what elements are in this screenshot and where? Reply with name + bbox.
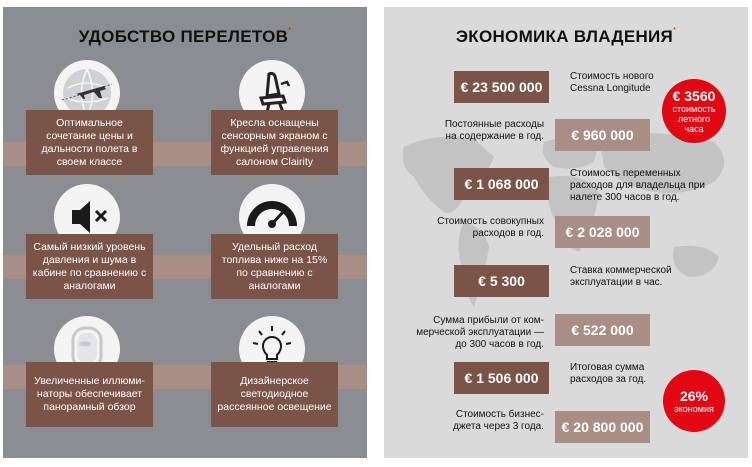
feature-card: Самый низкий уровень давления и шума в кабине по сравнению с аналогами xyxy=(26,234,153,299)
comfort-title: УДОБСТВО ПЕРЕЛЕТОВ* xyxy=(78,27,292,46)
caption: Итоговая сумма расходов за год. xyxy=(570,362,647,385)
value-profit: € 522 000 xyxy=(555,314,650,346)
value-annual-total: € 1 506 000 xyxy=(454,362,549,394)
savings-badge: 26% экономия xyxy=(663,370,725,432)
value-new-price: € 23 500 000 xyxy=(454,71,549,103)
comfort-panel xyxy=(3,7,367,458)
caption: Сумма прибыли от ком-мерческой эксплуатации — до 300 часов в год. xyxy=(416,315,544,350)
feature-card: Оптимальное сочетание цены и дальности полета в своем классе xyxy=(26,110,153,175)
value-commercial-rate: € 5 300 xyxy=(454,265,549,297)
caption: Постоянные расходы на содержание в год. xyxy=(444,119,544,142)
feature-card: Удельный расход топлива ниже на 15% по сравнению с аналогами xyxy=(211,234,338,299)
feature-card: Кресла оснащены сенсорным экраном с функцией управления салоном Clairity xyxy=(211,110,338,175)
caption: Стоимость переменных расходов для владельца при налете 300 часов в год. xyxy=(570,168,705,203)
value-variable-costs: € 1 068 000 xyxy=(454,168,549,200)
economics-title: ЭКОНОМИКА ВЛАДЕНИЯ* xyxy=(455,27,677,46)
value-total-costs: € 2 028 000 xyxy=(555,216,650,248)
caption: Стоимость нового Cessna Longitude xyxy=(570,71,654,94)
feature-card: Дизайнерское светодиодное рассеянное освещение xyxy=(211,362,338,427)
economics-panel xyxy=(384,7,748,458)
caption: Стоимость бизнес-джета через 3 года. xyxy=(453,409,544,432)
hourly-cost-badge: € 3560 стоимость летного часа xyxy=(662,79,726,143)
value-residual: € 20 800 000 xyxy=(555,411,650,443)
value-fixed-costs: € 960 000 xyxy=(555,119,650,151)
caption: Стоимость совокупных расходов в год. xyxy=(437,216,544,239)
caption: Ставка коммерческой эксплуатации в час. xyxy=(570,265,672,288)
feature-card: Увеличенные иллюми-наторы обеспечивает панорамный обзор xyxy=(26,362,153,427)
